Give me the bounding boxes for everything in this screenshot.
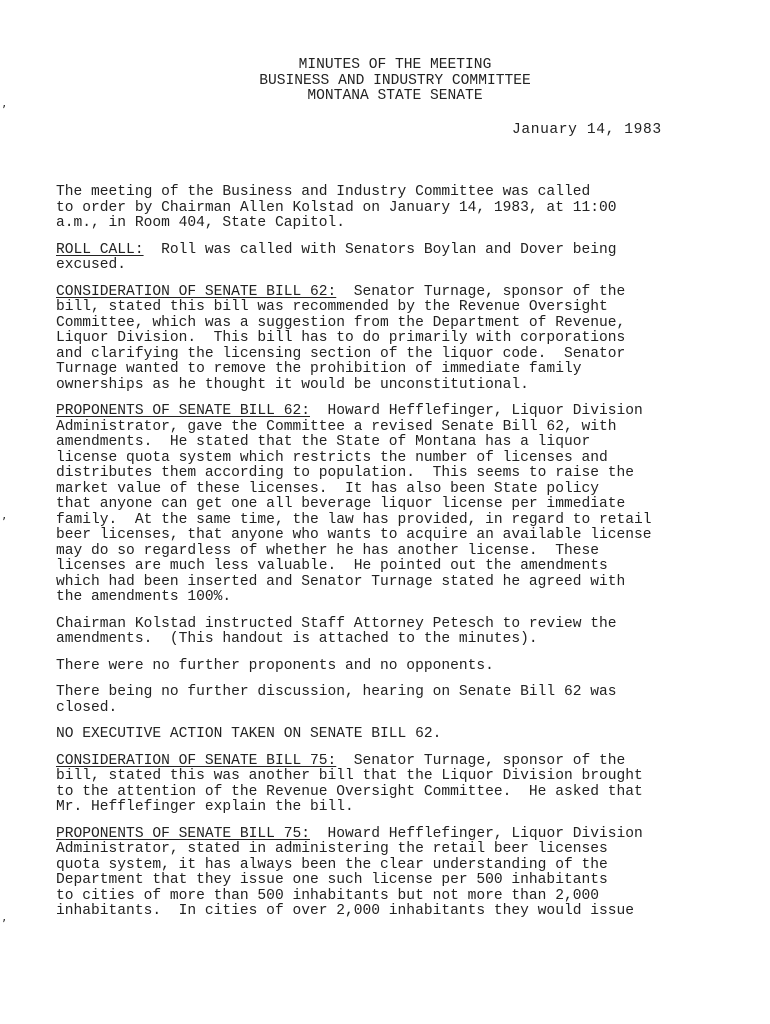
consideration-sb62-heading: CONSIDERATION OF SENATE BILL 62: xyxy=(56,283,337,300)
paragraph-no-opponents: There were no further proponents and no opponents. xyxy=(56,657,494,674)
proponents-sb75-text: Howard Hefflefinger, Liquor Division Administrator, stated in administering the retail beer licenses quota system, it has always been the clear understanding of the Department that they issue one such license per 500 inhabitants to cities of more than 500 inhabitants but not more than 2,000 inhabitants. In cities of over 2,000 inhabitants they would issue xyxy=(56,825,643,919)
paragraph-no-executive-action: NO EXECUTIVE ACTION TAKEN ON SENATE BILL 62. xyxy=(56,726,442,742)
scan-mark-middle: ’ xyxy=(2,516,7,531)
proponents-sb62-heading: PROPONENTS OF SENATE BILL 62: xyxy=(56,403,310,419)
header-line-minutes: MINUTES OF THE MEETING xyxy=(298,57,492,73)
header-line-committee: BUSINESS AND INDUSTRY COMMITTEE xyxy=(259,72,531,89)
proponents-sb75-heading: PROPONENTS OF SENATE BILL 75: xyxy=(56,825,310,842)
header-line-senate: MONTANA STATE SENATE xyxy=(307,88,483,104)
consideration-sb62-text: Senator Turnage, sponsor of the bill, stated this bill was recommended by the Revenue Oversight Committee, which was a suggestion from the Department of Revenue, Liquor Division. This bill has to do primarily with corporations and clarifying the licensing section of the liquor code. Senator Turnage wanted to remove the prohibition of immediate family ownerships as he thought it would be unconstitutional. xyxy=(56,283,626,393)
document-header xyxy=(0,58,770,105)
scan-mark-top: ’ xyxy=(2,104,7,119)
proponents-sb62-text: Howard Hefflefinger, Liquor Division Administrator, gave the Committee a revised Senate Bill 62, with amendments. He stated that the State of Montana has a liquor license quota system which restricts the number of licenses and distributes them according to population. This seems to raise the market value of these licenses. It has also been State policy that anyone can get one all beverage liquor license per immediate family. At the same time, the law has provided, in regard to retail beer licenses, that anyone who wants to acquire an available license may do so regardless of whether he has another license. These licenses are much less valuable. He pointed out the amendments which had been inserted and Senator Turnage stated he agreed with the amendments 100%. xyxy=(56,403,652,605)
paragraph-proponents-sb75 xyxy=(56,827,746,920)
paragraph-consideration-sb75 xyxy=(56,754,746,816)
paragraph-roll-call xyxy=(56,243,746,274)
paragraph-hearing-closed: There being no further discussion, hearing on Senate Bill 62 was closed. xyxy=(56,684,617,716)
roll-call-text: Roll was called with Senators Boylan and Dover being excused. xyxy=(56,241,617,273)
minutes-body xyxy=(56,185,746,931)
consideration-sb75-heading: CONSIDERATION OF SENATE BILL 75: xyxy=(56,752,337,769)
paragraph-consideration-sb62 xyxy=(56,285,746,394)
paragraph-proponents-sb62 xyxy=(56,404,746,606)
consideration-sb75-text: Senator Turnage, sponsor of the bill, stated this was another bill that the Liquor Division brought to the attention of the Revenue Oversight Committee. He asked that Mr. Hefflefinger explain the bill. xyxy=(56,752,643,815)
roll-call-heading: ROLL CALL: xyxy=(56,241,144,258)
meeting-date: January 14, 1983 xyxy=(512,122,662,138)
paragraph-staff-review: Chairman Kolstad instructed Staff Attorney Petesch to review the amendments. (This handout is attached to the minutes). xyxy=(56,615,617,647)
scan-mark-bottom: ’ xyxy=(2,918,7,933)
paragraph-call-to-order: The meeting of the Business and Industry Committee was called to order by Chairman Allen Kolstad on January 14, 1983, at 11:00 a.m., in Room 404, State Capitol. xyxy=(56,184,617,231)
